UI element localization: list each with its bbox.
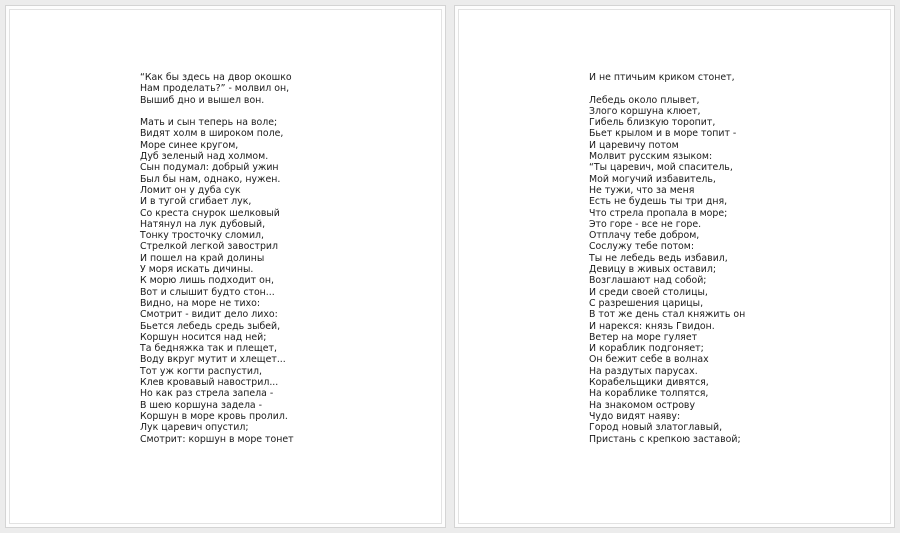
poem-text-right xyxy=(589,72,745,445)
poem-line: Сослужу тебе потом: xyxy=(589,241,695,253)
poem-line: На кораблике толпятся, xyxy=(589,388,709,400)
poem-line: “Как бы здесь на двор окошко xyxy=(140,72,292,83)
poem-line: Смотрит: коршун в море тонет xyxy=(140,433,294,445)
poem-line: С разрешения царицы, xyxy=(589,297,704,309)
poem-line: Видят холм в широком поле, xyxy=(140,128,284,140)
poem-line: Молвит русским языком: xyxy=(589,151,713,163)
poem-line: “Ты царевич, мой спаситель, xyxy=(589,162,733,174)
poem-line: Мой могучий избавитель, xyxy=(589,173,716,185)
poem-line: Ломит он у дуба сук xyxy=(140,184,241,196)
poem-line: Со креста снурок шелковый xyxy=(140,207,280,219)
poem-line: Ветер на море гуляет xyxy=(589,331,698,343)
poem-line: Мать и сын теперь на воле; xyxy=(140,117,278,129)
poem-line: В шею коршуна задела - xyxy=(140,399,263,411)
poem-line: Море синее кругом, xyxy=(140,139,239,151)
poem-line: Вот и слышит будто стон... xyxy=(140,286,275,298)
poem-line: В тот же день стал княжить он xyxy=(589,309,746,321)
poem-line: И среди своей столицы, xyxy=(589,286,708,298)
poem-line: Смотрит - видит дело лихо: xyxy=(140,309,278,321)
poem-line: К морю лишь подходит он, xyxy=(140,275,274,287)
stanza-break xyxy=(140,106,294,117)
book-page-left xyxy=(5,5,446,528)
poem-line: На раздутых парусах. xyxy=(589,365,698,377)
poem-line: И кораблик подгоняет; xyxy=(589,343,704,355)
poem-line: Есть не будешь ты три дня, xyxy=(589,196,728,208)
poem-line: И нарекся: князь Гвидон. xyxy=(589,320,715,332)
poem-text-left xyxy=(140,72,294,445)
poem-line: Сын подумал: добрый ужин xyxy=(140,162,279,174)
poem-line: И не птичьим криком стонет, xyxy=(589,72,735,83)
poem-line: Отплачу тебе добром, xyxy=(589,230,700,242)
poem-line: Что стрела пропала в море; xyxy=(589,207,728,219)
poem-line: Не тужи, что за меня xyxy=(589,184,695,196)
poem-line: Коршун носится над ней; xyxy=(140,331,267,343)
book-page-right xyxy=(454,5,895,528)
poem-line: Девицу в живых оставил; xyxy=(589,264,716,276)
poem-line: И царевичу потом xyxy=(589,139,679,151)
poem-line: Воду вкруг мутит и хлещет... xyxy=(140,354,286,366)
poem-line: Он бежит себе в волнах xyxy=(589,354,709,366)
poem-line: Коршун в море кровь пролил. xyxy=(140,410,288,422)
poem-line: Ты не лебедь ведь избавил, xyxy=(589,252,728,264)
poem-line: Корабельщики дивятся, xyxy=(589,377,709,389)
poem-line: Бьется лебедь средь зыбей, xyxy=(140,320,281,332)
poem-line: Бьет крылом и в море топит - xyxy=(589,128,737,140)
poem-line: Был бы нам, однако, нужен. xyxy=(140,173,281,185)
poem-line: Это горе - все не горе. xyxy=(589,218,702,230)
poem-line: Лебедь около плывет, xyxy=(589,94,700,106)
poem-line: Клев кровавый навострил... xyxy=(140,377,279,389)
poem-line: Пристань с крепкою заставой; xyxy=(589,433,741,445)
poem-line: И пошел на край долины xyxy=(140,252,265,264)
poem-line: Лук царевич опустил; xyxy=(140,422,249,434)
poem-line: Натянул на лук дубовый, xyxy=(140,218,266,230)
poem-line: Стрелкой легкой завострил xyxy=(140,241,278,253)
poem-line: Злого коршуна клюет, xyxy=(589,105,701,117)
poem-line: Но как раз стрела запела - xyxy=(140,388,274,400)
poem-line: Вышиб дно и вышел вон. xyxy=(140,94,265,106)
poem-line: Нам проделать?” - молвил он, xyxy=(140,83,290,95)
poem-line: Видно, на море не тихо: xyxy=(140,297,261,309)
poem-line: На знакомом острову xyxy=(589,399,696,411)
poem-line: Тонку тросточку сломил, xyxy=(140,230,265,242)
stanza-break xyxy=(589,83,745,94)
poem-line: И в тугой сгибает лук, xyxy=(140,196,252,208)
poem-line: Город новый златоглавый, xyxy=(589,422,723,434)
poem-line: Чудо видят наяву: xyxy=(589,410,681,422)
poem-line: Та бедняжка так и плещет, xyxy=(140,343,277,355)
poem-line: Возглашают над собой; xyxy=(589,275,707,287)
poem-line: Дуб зеленый над холмом. xyxy=(140,151,269,163)
poem-line: У моря искать дичины. xyxy=(140,264,254,276)
poem-line: Гибель близкую торопит, xyxy=(589,117,716,129)
poem-line: Тот уж когти распустил, xyxy=(140,365,262,377)
